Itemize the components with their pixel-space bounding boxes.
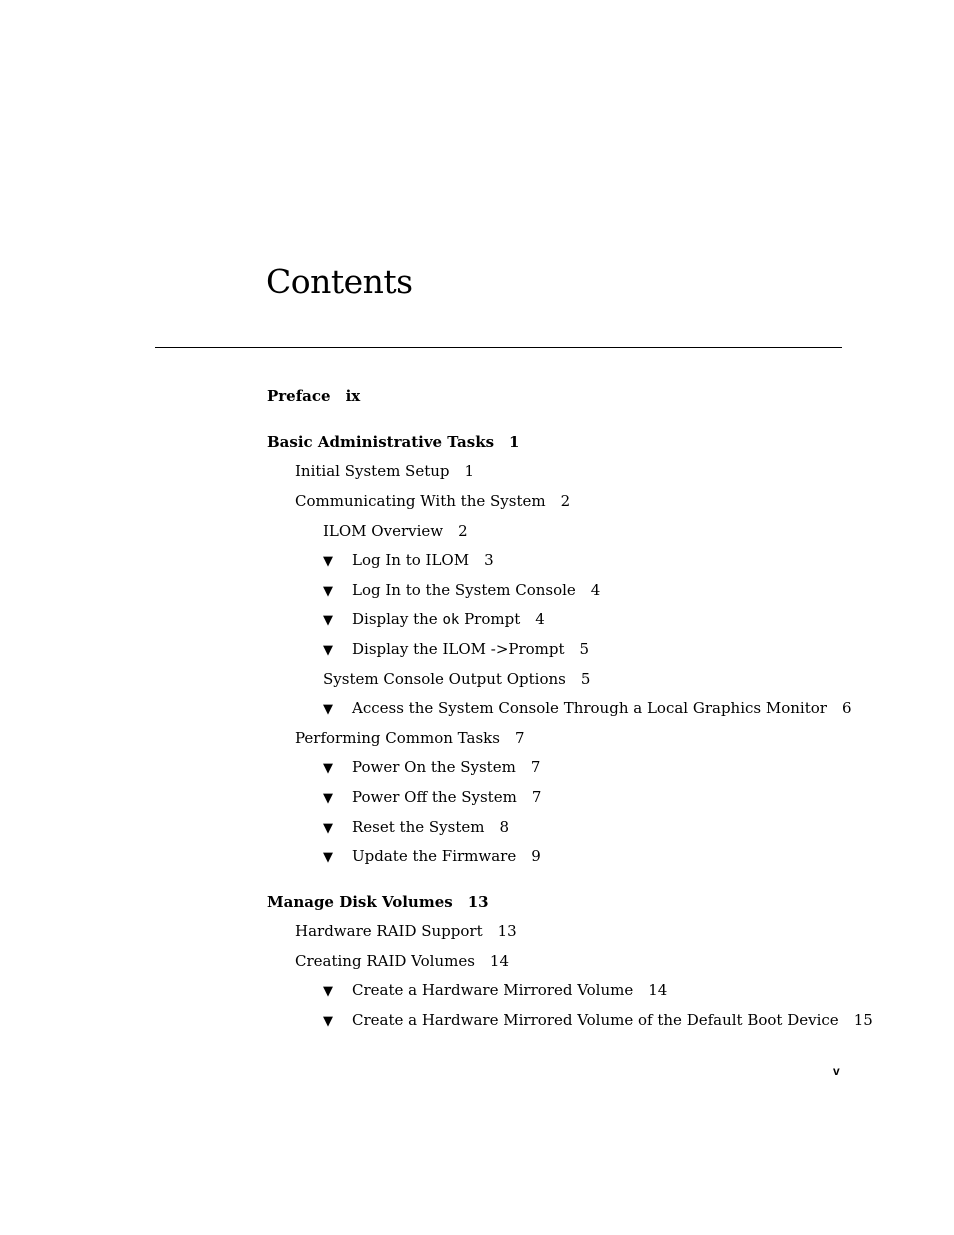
toc-entry-display-ok[interactable]: [323, 610, 545, 630]
toc-entry-reset[interactable]: [323, 818, 509, 838]
toc-entry-ilom-overview[interactable]: [323, 522, 468, 540]
toc-entry-page: 14: [489, 952, 510, 970]
toc-entry-page: 7: [514, 729, 525, 747]
toc-entry-title: Basic Administrative Tasks: [267, 433, 495, 451]
toc-entry-page: 8: [499, 818, 509, 836]
toc-entry-page: 3: [484, 551, 494, 569]
toc-entry-initial-setup[interactable]: [295, 462, 474, 480]
toc-entry-page: 4: [535, 610, 545, 628]
triangle-down-icon: ▼: [323, 1014, 333, 1029]
toc-entry-page: 6: [841, 699, 852, 717]
triangle-down-icon: ▼: [323, 643, 333, 658]
toc-entry-power-off[interactable]: [323, 788, 541, 808]
toc-entry-common-tasks[interactable]: [295, 729, 525, 747]
toc-entry-login-console[interactable]: [323, 581, 600, 601]
toc-entry-page: 2: [560, 492, 571, 510]
toc-entry-page: 15: [853, 1011, 873, 1029]
toc-entry-manage-disk[interactable]: [267, 893, 489, 911]
triangle-down-icon: ▼: [323, 984, 333, 999]
toc-entry-page: 2: [458, 522, 468, 540]
toc-entry-page: ix: [345, 387, 361, 405]
toc-entry-title: ILOM Overview: [323, 522, 444, 540]
toc-entry-console-output[interactable]: [323, 670, 590, 688]
toc-entry-page: 13: [467, 893, 489, 911]
toc-entry-title: Manage Disk Volumes: [267, 893, 453, 911]
toc-entry-create-mirror[interactable]: [323, 981, 667, 1001]
toc-entry-page: 5: [580, 670, 591, 688]
triangle-down-icon: ▼: [323, 584, 333, 599]
toc-entry-communicating[interactable]: [295, 492, 570, 510]
toc-entry-page: 1: [509, 433, 520, 451]
toc-entry-title: Performing Common Tasks: [295, 729, 500, 747]
toc-entry-update-fw[interactable]: [323, 847, 541, 867]
triangle-down-icon: ▼: [323, 554, 333, 569]
triangle-down-icon: ▼: [323, 613, 333, 628]
toc-entry-title-before: Display the: [352, 610, 443, 628]
triangle-down-icon: ▼: [323, 702, 333, 717]
toc-entry-display-ilom[interactable]: [323, 640, 589, 660]
toc-entry-title: Preface: [267, 387, 331, 405]
toc-entry-title: Communicating With the System: [295, 492, 546, 510]
toc-entry-title: Create a Hardware Mirrored Volume: [352, 981, 634, 999]
toc-entry-title: Display the ILOM ->Prompt: [352, 640, 565, 658]
triangle-down-icon: ▼: [323, 791, 333, 806]
toc-entry-title: Power On the System: [352, 758, 516, 776]
toc-entry-title: Log In to ILOM: [352, 551, 470, 569]
toc-entry-login-ilom[interactable]: [323, 551, 494, 571]
toc-entry-title: Create a Hardware Mirrored Volume of the Default Boot Device: [352, 1011, 839, 1029]
toc-entry-title-code: ok: [442, 612, 460, 628]
toc-entry-title: Log In to the System Console: [352, 581, 576, 599]
toc-entry-page: 14: [648, 981, 668, 999]
toc-entry-page: 5: [579, 640, 590, 658]
toc-entry-title: Reset the System: [352, 818, 485, 836]
toc-entry-title: Access the System Console Through a Local Graphics Monitor: [352, 699, 827, 717]
toc-entry-preface[interactable]: [267, 387, 360, 405]
toc-entry-title-after: Prompt: [459, 610, 521, 628]
toc-entry-access-graphics[interactable]: [323, 699, 852, 719]
toc-entry-page: 7: [530, 758, 541, 776]
triangle-down-icon: ▼: [323, 761, 333, 776]
toc-entry-page: 1: [464, 462, 475, 480]
toc-entry-title: Initial System Setup: [295, 462, 450, 480]
toc-entry-creating-raid[interactable]: [295, 952, 509, 970]
toc-entry-page: 9: [531, 847, 541, 865]
page-title: Contents: [266, 262, 413, 301]
toc-entry-hw-raid[interactable]: [295, 922, 517, 940]
toc-entry-title: Update the Firmware: [352, 847, 517, 865]
toc-entry-page: 13: [497, 922, 517, 940]
toc-entry-title: System Console Output Options: [323, 670, 566, 688]
page-folio: v: [833, 1064, 840, 1078]
toc-entry-title: Creating RAID Volumes: [295, 952, 475, 970]
toc-entry-page: 4: [590, 581, 601, 599]
toc-entry-page: 7: [531, 788, 542, 806]
toc-entry-basic-admin[interactable]: [267, 433, 519, 451]
toc-entry-title: Power Off the System: [352, 788, 517, 806]
toc-entry-create-mirror-boot[interactable]: [323, 1011, 873, 1031]
triangle-down-icon: ▼: [323, 821, 333, 836]
toc-entry-title: Hardware RAID Support: [295, 922, 483, 940]
toc-entry-power-on[interactable]: [323, 758, 540, 778]
triangle-down-icon: ▼: [323, 850, 333, 865]
